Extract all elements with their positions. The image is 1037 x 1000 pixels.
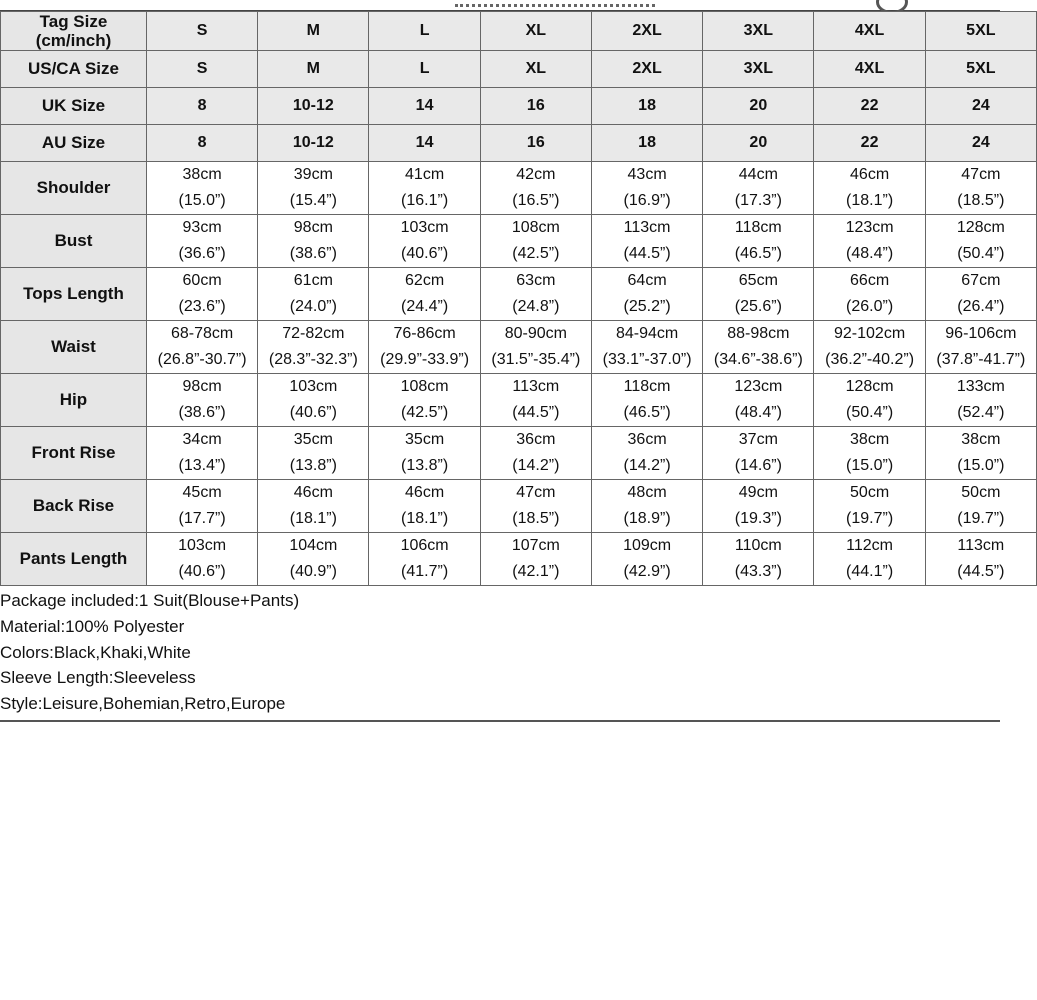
inch-value: (18.9”) (623, 510, 671, 527)
us-ca-size-cell: 4XL (814, 51, 925, 88)
cm-value: 113cm (512, 378, 560, 395)
inch-value: (17.3”) (734, 192, 782, 209)
waist-cell (591, 321, 702, 374)
au-size-cell: 14 (369, 125, 480, 162)
cm-value: 76-86cm (393, 325, 456, 342)
us-ca-size-row (1, 51, 1037, 88)
cm-value: 123cm (845, 219, 894, 236)
shoulder-cell (480, 162, 591, 215)
back-rise-cell (258, 480, 369, 533)
inch-value: (40.9”) (289, 563, 337, 580)
colors-text: Colors:Black,Khaki,White (0, 642, 191, 662)
cm-value: 110cm (734, 537, 782, 554)
inch-value: (24.8”) (512, 298, 560, 315)
cm-value: 37cm (738, 431, 778, 448)
shoulder-row (1, 162, 1037, 215)
back-rise-row (1, 480, 1037, 533)
shoulder-cell (814, 162, 925, 215)
pants-length-cell (369, 533, 480, 586)
cm-value: 35cm (293, 431, 333, 448)
inch-value: (44.5”) (623, 245, 671, 262)
cm-value: 93cm (182, 219, 222, 236)
uk-size-cell: 8 (146, 88, 257, 125)
us-ca-size-cell: L (369, 51, 480, 88)
cm-value: 38cm (850, 431, 890, 448)
cm-value: 44cm (738, 166, 778, 183)
inch-value: (24.4”) (401, 298, 449, 315)
pants-length-cell (703, 533, 814, 586)
hip-cell (369, 374, 480, 427)
cm-value: 47cm (516, 484, 556, 501)
cm-value: 39cm (293, 166, 333, 183)
style-text: Style:Leisure,Bohemian,Retro,Europe (0, 694, 286, 714)
waist-cell (369, 321, 480, 374)
cm-value: 113cm (623, 219, 671, 236)
cm-value: 133cm (956, 378, 1005, 395)
inch-value: (29.9”-33.9”) (380, 351, 470, 368)
tag-size-cell: 5XL (925, 12, 1036, 51)
cm-value: 66cm (850, 272, 890, 289)
front-rise-cell (480, 427, 591, 480)
inch-value: (19.7”) (846, 510, 894, 527)
shoulder-cell (703, 162, 814, 215)
inch-value: (15.0”) (178, 192, 226, 209)
us-ca-size-cell: XL (480, 51, 591, 88)
tag-size-label: Tag Size (39, 12, 108, 31)
inch-value: (16.9”) (623, 192, 671, 209)
au-size-label: AU Size (1, 125, 147, 162)
tag-size-header (1, 12, 147, 51)
inch-value: (40.6”) (401, 245, 449, 262)
bust-cell (258, 215, 369, 268)
inch-value: (44.5”) (512, 404, 560, 421)
pants-length-label: Pants Length (1, 533, 147, 586)
pants-length-cell (925, 533, 1036, 586)
hip-cell (258, 374, 369, 427)
cm-value: 108cm (400, 378, 449, 395)
cm-value: 72-82cm (282, 325, 345, 342)
cm-value: 98cm (293, 219, 333, 236)
uk-size-cell: 14 (369, 88, 480, 125)
hip-cell (591, 374, 702, 427)
tops-length-cell (925, 268, 1036, 321)
bust-cell (146, 215, 257, 268)
waist-cell (814, 321, 925, 374)
inch-value: (26.8”-30.7”) (157, 351, 247, 368)
inch-value: (18.1”) (401, 510, 449, 527)
package-included-text: Package included:1 Suit(Blouse+Pants) (0, 591, 300, 610)
inch-value: (23.6”) (178, 298, 226, 315)
pants-length-cell (591, 533, 702, 586)
inch-value: (37.8”-41.7”) (936, 351, 1026, 368)
inch-value: (25.6”) (734, 298, 782, 315)
cm-value: 38cm (182, 166, 222, 183)
cm-value: 60cm (182, 272, 222, 289)
inch-value: (24.0”) (289, 298, 337, 315)
cm-value: 36cm (516, 431, 556, 448)
waist-cell (146, 321, 257, 374)
waist-cell (258, 321, 369, 374)
inch-value: (26.4”) (957, 298, 1005, 315)
cm-value: 123cm (734, 378, 783, 395)
product-details (0, 588, 1000, 722)
inch-value: (14.2”) (623, 457, 671, 474)
inch-value: (44.1”) (846, 563, 894, 580)
cm-value: 50cm (961, 484, 1001, 501)
tops-length-cell (480, 268, 591, 321)
au-size-cell: 22 (814, 125, 925, 162)
inch-value: (50.4”) (957, 245, 1005, 262)
tag-size-cell: L (369, 12, 480, 51)
inch-value: (15.0”) (957, 457, 1005, 474)
back-rise-cell (591, 480, 702, 533)
pants-length-cell (814, 533, 925, 586)
bust-cell (703, 215, 814, 268)
back-rise-cell (480, 480, 591, 533)
inch-value: (16.1”) (401, 192, 449, 209)
cm-value: 64cm (627, 272, 667, 289)
inch-value: (50.4”) (846, 404, 894, 421)
cm-value: 128cm (845, 378, 894, 395)
shoulder-label: Shoulder (1, 162, 147, 215)
uk-size-cell: 10-12 (258, 88, 369, 125)
bust-cell (591, 215, 702, 268)
back-rise-cell (369, 480, 480, 533)
cm-value: 88-98cm (727, 325, 790, 342)
inch-value: (26.0”) (846, 298, 894, 315)
cm-value: 108cm (511, 219, 560, 236)
inch-value: (48.4”) (846, 245, 894, 262)
inch-value: (19.7”) (957, 510, 1005, 527)
pants-length-cell (258, 533, 369, 586)
size-chart-body (1, 12, 1037, 586)
inch-value: (18.5”) (957, 192, 1005, 209)
pants-length-row (1, 533, 1037, 586)
inch-value: (28.3”-32.3”) (268, 351, 358, 368)
au-size-cell: 10-12 (258, 125, 369, 162)
inch-value: (15.4”) (289, 192, 337, 209)
cm-value: 128cm (956, 219, 1005, 236)
cm-value: 65cm (738, 272, 778, 289)
cm-value: 104cm (289, 537, 338, 554)
front-rise-cell (258, 427, 369, 480)
inch-value: (14.2”) (512, 457, 560, 474)
inch-value: (52.4”) (957, 404, 1005, 421)
cm-value: 43cm (627, 166, 667, 183)
cm-value: 67cm (961, 272, 1001, 289)
tops-length-label: Tops Length (1, 268, 147, 321)
tops-length-cell (369, 268, 480, 321)
tops-length-cell (814, 268, 925, 321)
cm-value: 61cm (293, 272, 333, 289)
inch-value: (18.1”) (289, 510, 337, 527)
back-rise-label: Back Rise (1, 480, 147, 533)
au-size-cell: 8 (146, 125, 257, 162)
cm-value: 41cm (405, 166, 445, 183)
front-rise-row (1, 427, 1037, 480)
au-size-cell: 16 (480, 125, 591, 162)
hip-cell (703, 374, 814, 427)
waist-label: Waist (1, 321, 147, 374)
hip-row (1, 374, 1037, 427)
cm-value: 103cm (178, 537, 227, 554)
cm-value: 118cm (623, 378, 671, 395)
front-rise-cell (369, 427, 480, 480)
bust-cell (925, 215, 1036, 268)
uk-size-cell: 18 (591, 88, 702, 125)
tag-size-cell: S (146, 12, 257, 51)
inch-value: (31.5”-35.4”) (491, 351, 581, 368)
front-rise-label: Front Rise (1, 427, 147, 480)
cm-value: 68-78cm (170, 325, 234, 342)
uk-size-cell: 20 (703, 88, 814, 125)
hip-cell (814, 374, 925, 427)
tag-size-row (1, 12, 1037, 51)
tag-size-cell: 4XL (814, 12, 925, 51)
us-ca-size-label: US/CA Size (1, 51, 147, 88)
hip-cell (146, 374, 257, 427)
uk-size-cell: 24 (925, 88, 1036, 125)
inch-value: (34.6”-38.6”) (713, 351, 803, 368)
us-ca-size-cell: 2XL (591, 51, 702, 88)
tag-size-cell: 3XL (703, 12, 814, 51)
material-text: Material:100% Polyester (0, 616, 185, 636)
inch-value: (42.1”) (512, 563, 560, 580)
cm-value: 98cm (182, 378, 222, 395)
cm-value: 35cm (405, 431, 445, 448)
cm-value: 109cm (623, 537, 672, 554)
tops-length-cell (258, 268, 369, 321)
front-rise-cell (925, 427, 1036, 480)
inch-value: (18.5”) (512, 510, 560, 527)
us-ca-size-cell: 5XL (925, 51, 1036, 88)
cm-value: 96-106cm (945, 325, 1017, 342)
inch-value: (19.3”) (734, 510, 782, 527)
cm-value: 107cm (511, 537, 560, 554)
cm-value: 36cm (627, 431, 667, 448)
inch-value: (36.2”-40.2”) (825, 351, 915, 368)
front-rise-cell (146, 427, 257, 480)
inch-value: (38.6”) (178, 404, 226, 421)
tag-size-cell: M (258, 12, 369, 51)
bust-cell (814, 215, 925, 268)
cm-value: 34cm (182, 431, 222, 448)
sleeve-length-text: Sleeve Length:Sleeveless (0, 668, 196, 688)
inch-value: (36.6”) (178, 245, 226, 262)
waist-cell (925, 321, 1036, 374)
waist-cell (703, 321, 814, 374)
cm-value: 106cm (400, 537, 449, 554)
front-rise-cell (703, 427, 814, 480)
back-rise-cell (146, 480, 257, 533)
tops-length-row (1, 268, 1037, 321)
au-size-cell: 24 (925, 125, 1036, 162)
cm-value: 38cm (961, 431, 1001, 448)
shoulder-cell (925, 162, 1036, 215)
shoulder-cell (591, 162, 702, 215)
cm-value: 92-102cm (834, 325, 906, 342)
cm-value: 50cm (850, 484, 890, 501)
cm-value: 103cm (289, 378, 338, 395)
cm-value: 62cm (405, 272, 445, 289)
inch-value: (40.6”) (289, 404, 337, 421)
cm-value: 112cm (846, 537, 893, 554)
cm-value: 46cm (850, 166, 890, 183)
pants-length-cell (146, 533, 257, 586)
hip-cell (480, 374, 591, 427)
shoulder-cell (146, 162, 257, 215)
tag-size-cell: XL (480, 12, 591, 51)
cm-value: 46cm (293, 484, 333, 501)
front-rise-cell (814, 427, 925, 480)
cm-value: 63cm (516, 272, 556, 289)
au-size-cell: 20 (703, 125, 814, 162)
waist-row (1, 321, 1037, 374)
cm-value: 118cm (734, 219, 782, 236)
back-rise-cell (703, 480, 814, 533)
front-rise-cell (591, 427, 702, 480)
cm-value: 80-90cm (504, 325, 567, 342)
inch-value: (33.1”-37.0”) (602, 351, 692, 368)
cm-value: 47cm (961, 166, 1001, 183)
bust-cell (480, 215, 591, 268)
uk-size-cell: 16 (480, 88, 591, 125)
inch-value: (46.5”) (734, 245, 782, 262)
cm-value: 45cm (182, 484, 222, 501)
inch-value: (17.7”) (178, 510, 226, 527)
cm-value: 49cm (738, 484, 778, 501)
us-ca-size-cell: 3XL (703, 51, 814, 88)
inch-value: (41.7”) (401, 563, 449, 580)
inch-value: (13.8”) (289, 457, 337, 474)
inch-value: (13.8”) (401, 457, 449, 474)
inch-value: (42.5”) (512, 245, 560, 262)
au-size-row (1, 125, 1037, 162)
back-rise-cell (925, 480, 1036, 533)
cm-value: 103cm (400, 219, 449, 236)
inch-value: (48.4”) (734, 404, 782, 421)
bust-label: Bust (1, 215, 147, 268)
tag-size-cell: 2XL (591, 12, 702, 51)
shoulder-cell (369, 162, 480, 215)
tops-length-cell (146, 268, 257, 321)
inch-value: (18.1”) (846, 192, 894, 209)
inch-value: (13.4”) (178, 457, 226, 474)
uk-size-cell: 22 (814, 88, 925, 125)
inch-value: (42.5”) (401, 404, 449, 421)
cm-value: 113cm (957, 537, 1005, 554)
cm-value: 46cm (405, 484, 445, 501)
au-size-cell: 18 (591, 125, 702, 162)
size-chart-table (0, 11, 1037, 586)
inch-value: (42.9”) (623, 563, 671, 580)
tops-length-cell (591, 268, 702, 321)
inch-value: (25.2”) (623, 298, 671, 315)
back-rise-cell (814, 480, 925, 533)
inch-value: (46.5”) (623, 404, 671, 421)
inch-value: (16.5”) (512, 192, 560, 209)
inch-value: (38.6”) (289, 245, 337, 262)
cm-value: 84-94cm (615, 325, 679, 342)
cm-value: 48cm (627, 484, 667, 501)
shoulder-cell (258, 162, 369, 215)
waist-cell (480, 321, 591, 374)
decorative-dots (455, 0, 655, 7)
uk-size-row (1, 88, 1037, 125)
bust-cell (369, 215, 480, 268)
pants-length-cell (480, 533, 591, 586)
inch-value: (15.0”) (846, 457, 894, 474)
inch-value: (40.6”) (178, 563, 226, 580)
inch-value: (43.3”) (734, 563, 782, 580)
inch-value: (44.5”) (957, 563, 1005, 580)
hip-label: Hip (1, 374, 147, 427)
hip-cell (925, 374, 1036, 427)
bust-row (1, 215, 1037, 268)
us-ca-size-cell: S (146, 51, 257, 88)
cm-value: 42cm (516, 166, 556, 183)
uk-size-label: UK Size (1, 88, 147, 125)
inch-value: (14.6”) (734, 457, 782, 474)
tops-length-cell (703, 268, 814, 321)
us-ca-size-cell: M (258, 51, 369, 88)
unit-label: (cm/inch) (35, 31, 112, 50)
